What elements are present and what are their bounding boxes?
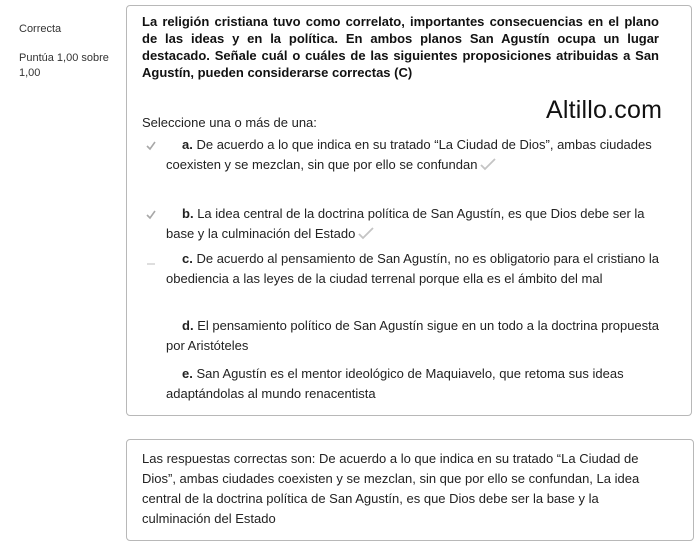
option-letter: d.	[182, 318, 194, 333]
option-c[interactable]	[166, 249, 666, 289]
option-label: La idea central de la doctrina política de San Agustín, es que Dios debe ser la base y la culminación del Estado	[166, 206, 645, 241]
option-label: El pensamiento político de San Agustín sigue en un todo a la doctrina propuesta por Aristóteles	[166, 318, 660, 353]
option-letter: c.	[182, 251, 193, 266]
option-e[interactable]	[166, 364, 666, 404]
question-info	[19, 22, 119, 81]
question-grade: Puntúa 1,00 sobre 1,00	[19, 52, 109, 79]
answer-prompt: Seleccione una o más de una:	[142, 115, 317, 130]
option-letter: e.	[182, 366, 193, 381]
option-label: De acuerdo al pensamiento de San Agustín, no es obligatorio para el cristiano la obediencia a las leyes de la ciudad terrenal porque ella es el ámbito del mal	[166, 251, 659, 286]
selected-check-icon[interactable]	[146, 139, 156, 151]
correct-tick-icon	[480, 158, 496, 171]
question-text: La religión cristiana tuvo como correlato, importantes consecuencias en el plano de las ideas y en la política. En ambos planos San Agustín ocupa un lugar destacado. Señale cuál o cuáles de las siguientes proposiciones atribuidas a San Agustín, pueden considerarse correctas (C)	[142, 14, 659, 80]
option-letter: a.	[182, 137, 193, 152]
correct-answers-text: Las respuestas correctas son: De acuerdo a lo que indica en su tratado “La Ciudad de Dios”, ambas ciudades coexisten y se mezclan, sin que por ello se confundan, La idea central de la doctrina política de San Agustín, es que Dios debe ser la base y la culminación del Estado	[142, 451, 640, 526]
question-state: Correcta	[19, 23, 62, 35]
feedback-box	[126, 439, 694, 541]
option-a[interactable]	[166, 135, 666, 175]
option-d[interactable]	[166, 316, 666, 356]
option-label: San Agustín es el mentor ideológico de Maquiavelo, que retoma sus ideas adaptándolas al mundo renacentista	[166, 366, 624, 401]
selected-check-icon[interactable]	[146, 208, 156, 220]
option-label: De acuerdo a lo que indica en su tratado “La Ciudad de Dios”, ambas ciudades coexisten y se mezclan, sin que por ello se confundan	[166, 137, 652, 172]
option-letter: b.	[182, 206, 194, 221]
option-b[interactable]	[166, 204, 666, 244]
correct-tick-icon	[358, 227, 374, 240]
watermark-text: Altillo.com	[546, 96, 663, 124]
unselected-checkbox-icon[interactable]	[146, 253, 156, 265]
question-box	[126, 5, 692, 416]
